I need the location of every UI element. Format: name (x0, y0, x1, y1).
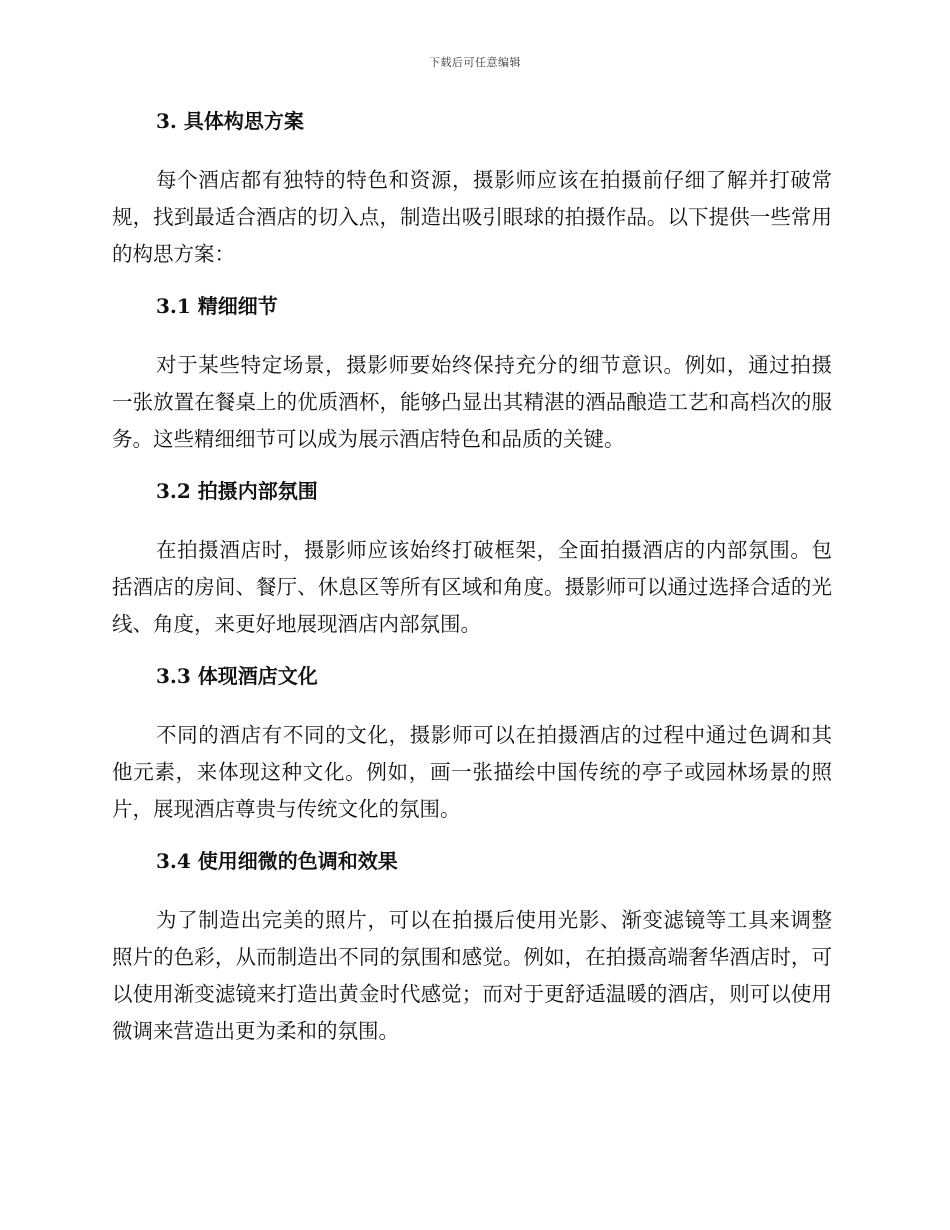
section-heading: 3.2 拍摄内部氛围 (156, 479, 318, 503)
section-paragraph: 在拍摄酒店时，摄影师应该始终打破框架，全面拍摄酒店的内部氛围。包括酒店的房间、餐厅、休息区等所有区域和角度。摄影师可以通过选择合适的光线、角度，来更好地展现酒店内部氛围。 (112, 538, 832, 636)
section-paragraph: 对于某些特定场景，摄影师要始终保持充分的细节意识。例如，通过拍摄一张放置在餐桌上的优质酒杯，能够凸显出其精湛的酒品酿造工艺和高档次的服务。这些精细细节可以成为展示酒店特色和品质的关键。 (112, 353, 832, 451)
section-paragraph: 为了制造出完美的照片，可以在拍摄后使用光影、渐变滤镜等工具来调整照片的色彩，从而制造出不同的氛围和感觉。例如，在拍摄高端奢华酒店时，可以使用渐变滤镜来打造出黄金时代感觉；而对于更舒适温暖的酒店，则可以使用微调来营造出更为柔和的氛围。 (112, 908, 832, 1043)
page-header: 下载后可任意编辑 (429, 56, 521, 69)
section-3-1 (112, 293, 832, 458)
section-paragraph: 每个酒店都有独特的特色和资源，摄影师应该在拍摄前仔细了解并打破常规，找到最适合酒店的切入点，制造出吸引眼球的拍摄作品。以下提供一些常用的构思方案： (112, 168, 832, 266)
section-heading: 3.3 体现酒店文化 (156, 664, 318, 688)
section-heading: 3. 具体构思方案 (156, 109, 304, 133)
section-3 (112, 108, 832, 273)
section-3-2 (112, 478, 832, 643)
section-paragraph: 不同的酒店有不同的文化，摄影师可以在拍摄酒店的过程中通过色调和其他元素，来体现这种文化。例如，画一张描绘中国传统的亭子或园林场景的照片，展现酒店尊贵与传统文化的氛围。 (112, 723, 832, 821)
section-heading: 3.4 使用细微的色调和效果 (156, 849, 398, 873)
section-3-4 (112, 848, 832, 1050)
section-heading: 3.1 精细细节 (156, 294, 278, 318)
section-3-3 (112, 663, 832, 828)
document-body (112, 108, 832, 1070)
